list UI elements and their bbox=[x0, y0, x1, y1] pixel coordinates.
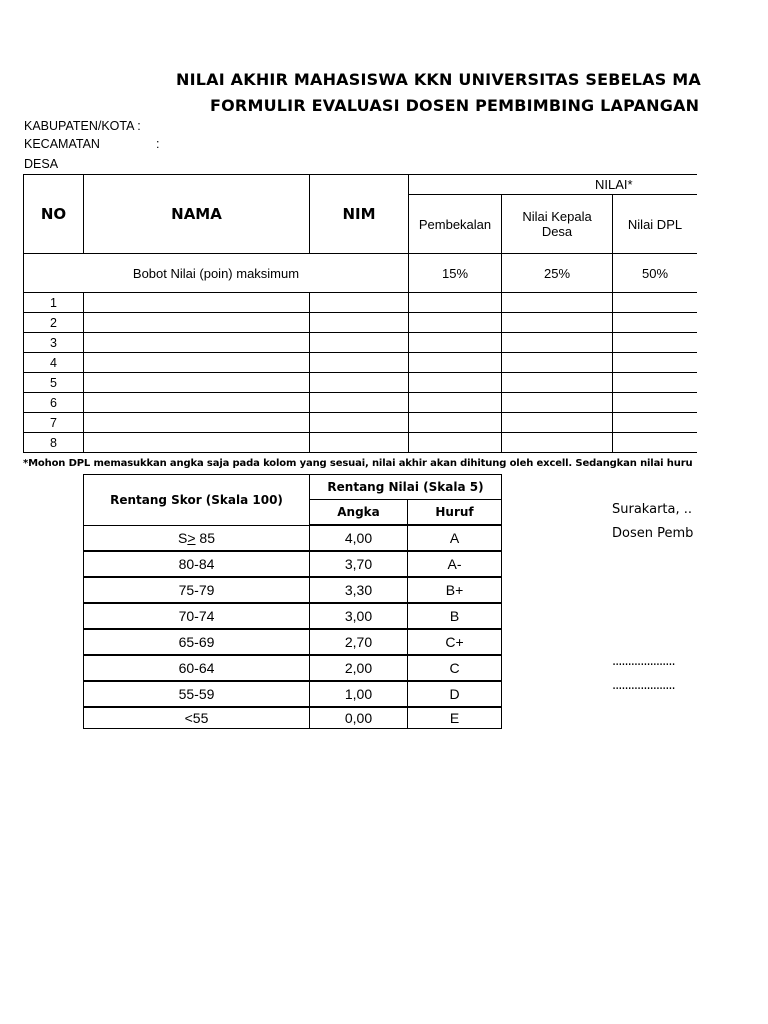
weight-pembekalan: 15% bbox=[409, 254, 502, 293]
grade-angka: 3,30 bbox=[310, 577, 408, 603]
grade-row bbox=[84, 577, 502, 603]
header-dpl: Nilai DPL bbox=[613, 195, 698, 254]
grade-huruf: A- bbox=[408, 551, 502, 577]
row-number: 8 bbox=[24, 433, 84, 453]
grade-skor: <55 bbox=[84, 707, 310, 729]
kepala-desa-cell[interactable] bbox=[502, 333, 613, 353]
kepala-desa-cell[interactable] bbox=[502, 413, 613, 433]
grade-skor: 75-79 bbox=[84, 577, 310, 603]
kepala-desa-cell[interactable] bbox=[502, 293, 613, 313]
nama-cell[interactable] bbox=[84, 353, 310, 373]
grade-skor: 65-69 bbox=[84, 629, 310, 655]
grade-row bbox=[84, 681, 502, 707]
nama-cell[interactable] bbox=[84, 393, 310, 413]
row-number: 3 bbox=[24, 333, 84, 353]
grade-row bbox=[84, 525, 502, 551]
header-nilai-group: NILAI* bbox=[409, 175, 698, 195]
pembekalan-cell[interactable] bbox=[409, 353, 502, 373]
signature-role: Dosen Pemb bbox=[612, 526, 694, 541]
dpl-cell[interactable] bbox=[613, 373, 698, 393]
grade-angka: 1,00 bbox=[310, 681, 408, 707]
field-desa-label: DESA bbox=[24, 157, 59, 171]
grade-table bbox=[83, 474, 502, 729]
table-row bbox=[24, 313, 698, 333]
row-number: 5 bbox=[24, 373, 84, 393]
nama-cell[interactable] bbox=[84, 293, 310, 313]
dpl-cell[interactable] bbox=[613, 313, 698, 333]
grade-row bbox=[84, 603, 502, 629]
header-nim: NIM bbox=[310, 175, 409, 254]
signature-dots-1: .................... bbox=[612, 654, 675, 669]
pembekalan-cell[interactable] bbox=[409, 293, 502, 313]
dpl-cell[interactable] bbox=[613, 333, 698, 353]
grade-row bbox=[84, 629, 502, 655]
row-number: 4 bbox=[24, 353, 84, 373]
grade-row bbox=[84, 707, 502, 729]
nama-cell[interactable] bbox=[84, 313, 310, 333]
grade-huruf: C bbox=[408, 655, 502, 681]
header-nama: NAMA bbox=[84, 175, 310, 254]
weight-row-label: Bobot Nilai (poin) maksimum bbox=[24, 254, 409, 293]
dpl-cell[interactable] bbox=[613, 353, 698, 373]
grade-skor: 80-84 bbox=[84, 551, 310, 577]
header-kepala-desa: Nilai Kepala Desa bbox=[502, 195, 613, 254]
pembekalan-cell[interactable] bbox=[409, 393, 502, 413]
kepala-desa-cell[interactable] bbox=[502, 393, 613, 413]
grade-angka: 2,70 bbox=[310, 629, 408, 655]
grade-angka: 4,00 bbox=[310, 525, 408, 551]
grade-angka: 0,00 bbox=[310, 707, 408, 729]
header-angka: Angka bbox=[310, 500, 408, 526]
nama-cell[interactable] bbox=[84, 433, 310, 453]
grade-huruf: C+ bbox=[408, 629, 502, 655]
grade-huruf: D bbox=[408, 681, 502, 707]
header-rentang-nilai: Rentang Nilai (Skala 5) bbox=[310, 475, 502, 500]
signature-block bbox=[612, 500, 698, 700]
pembekalan-cell[interactable] bbox=[409, 333, 502, 353]
nim-cell[interactable] bbox=[310, 433, 409, 453]
kepala-desa-cell[interactable] bbox=[502, 373, 613, 393]
dpl-cell[interactable] bbox=[613, 393, 698, 413]
note-container bbox=[23, 457, 698, 475]
row-number: 1 bbox=[24, 293, 84, 313]
grade-skor: 60-64 bbox=[84, 655, 310, 681]
row-number: 7 bbox=[24, 413, 84, 433]
field-kecamatan-colon: : bbox=[156, 137, 160, 151]
pembekalan-cell[interactable] bbox=[409, 413, 502, 433]
row-number: 2 bbox=[24, 313, 84, 333]
table-row bbox=[24, 373, 698, 393]
nim-cell[interactable] bbox=[310, 373, 409, 393]
grade-angka: 3,00 bbox=[310, 603, 408, 629]
grade-huruf: E bbox=[408, 707, 502, 729]
kepala-desa-cell[interactable] bbox=[502, 313, 613, 333]
grade-skor-value: 85 bbox=[195, 529, 215, 546]
weight-dpl: 50% bbox=[613, 254, 698, 293]
grade-skor-prefix: S bbox=[178, 529, 188, 546]
pembekalan-cell[interactable] bbox=[409, 313, 502, 333]
grade-skor: 55-59 bbox=[84, 681, 310, 707]
grade-angka: 2,00 bbox=[310, 655, 408, 681]
footnote: *Mohon DPL memasukkan angka saja pada kolom yang sesuai, nilai akhir akan dihitung oleh excell. Sedangkan nilai huru bbox=[23, 458, 693, 469]
field-kecamatan-label: KECAMATAN bbox=[24, 137, 100, 151]
weight-kepala-desa: 25% bbox=[502, 254, 613, 293]
table-row bbox=[24, 293, 698, 313]
signature-place-date: Surakarta, .. bbox=[612, 502, 693, 517]
kepala-desa-cell[interactable] bbox=[502, 353, 613, 373]
table-row bbox=[24, 333, 698, 353]
row-number: 6 bbox=[24, 393, 84, 413]
header-no: NO bbox=[24, 175, 84, 254]
nim-cell[interactable] bbox=[310, 393, 409, 413]
grade-row bbox=[84, 655, 502, 681]
dpl-cell[interactable] bbox=[613, 293, 698, 313]
nim-cell[interactable] bbox=[310, 313, 409, 333]
dpl-cell[interactable] bbox=[613, 433, 698, 453]
header-rentang-skor: Rentang Skor (Skala 100) bbox=[84, 475, 310, 526]
field-kabupaten-label: KABUPATEN/KOTA : bbox=[24, 119, 141, 133]
grade-huruf: B+ bbox=[408, 577, 502, 603]
signature-dots-2: .................... bbox=[612, 678, 675, 693]
nama-cell[interactable] bbox=[84, 413, 310, 433]
grade-huruf: A bbox=[408, 525, 502, 551]
nim-cell[interactable] bbox=[310, 413, 409, 433]
pembekalan-cell[interactable] bbox=[409, 433, 502, 453]
table-row bbox=[24, 353, 698, 373]
nim-cell[interactable] bbox=[310, 353, 409, 373]
table-row bbox=[24, 433, 698, 453]
grade-row bbox=[84, 551, 502, 577]
table-row bbox=[24, 413, 698, 433]
grade-skor: 70-74 bbox=[84, 603, 310, 629]
header-huruf: Huruf bbox=[408, 500, 502, 526]
pembekalan-cell[interactable] bbox=[409, 373, 502, 393]
grade-huruf: B bbox=[408, 603, 502, 629]
grade-skor bbox=[84, 525, 310, 551]
grade-angka: 3,70 bbox=[310, 551, 408, 577]
header-pembekalan: Pembekalan bbox=[409, 195, 502, 254]
document-title-line1: NILAI AKHIR MAHASISWA KKN UNIVERSITAS SEBELAS MA bbox=[176, 70, 701, 89]
dpl-cell[interactable] bbox=[613, 413, 698, 433]
grade-skor-symbol: > bbox=[187, 529, 196, 546]
document-title-line2: FORMULIR EVALUASI DOSEN PEMBIMBING LAPANGAN bbox=[210, 96, 700, 115]
table-row bbox=[24, 393, 698, 413]
nim-cell[interactable] bbox=[310, 293, 409, 313]
nama-cell[interactable] bbox=[84, 333, 310, 353]
kepala-desa-cell[interactable] bbox=[502, 433, 613, 453]
score-table bbox=[23, 174, 697, 453]
nim-cell[interactable] bbox=[310, 333, 409, 353]
nama-cell[interactable] bbox=[84, 373, 310, 393]
score-table-container bbox=[23, 174, 697, 457]
